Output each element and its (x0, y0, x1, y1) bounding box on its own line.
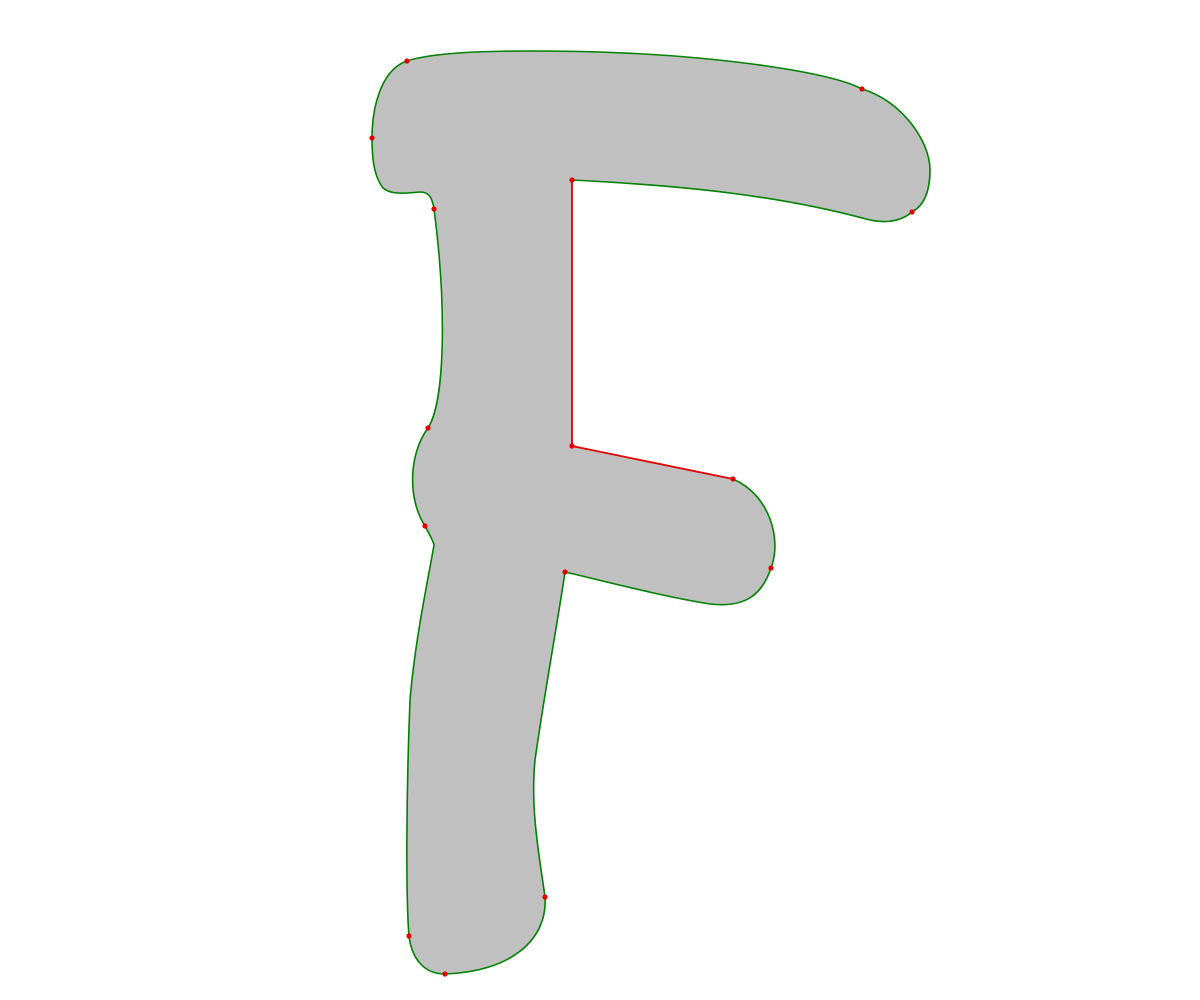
control-point (404, 58, 409, 63)
control-point (369, 135, 374, 140)
glyph-f-fill (372, 51, 930, 974)
control-point (422, 523, 427, 528)
glyph-outline-lines (572, 180, 733, 479)
control-point (431, 206, 436, 211)
control-point (909, 209, 914, 214)
control-point (425, 425, 430, 430)
control-point (730, 476, 735, 481)
control-point (562, 569, 567, 574)
control-point (442, 971, 447, 976)
control-point (768, 565, 773, 570)
control-point (569, 177, 574, 182)
control-point (406, 933, 411, 938)
control-point (569, 443, 574, 448)
control-point (542, 894, 547, 899)
control-point (859, 86, 864, 91)
